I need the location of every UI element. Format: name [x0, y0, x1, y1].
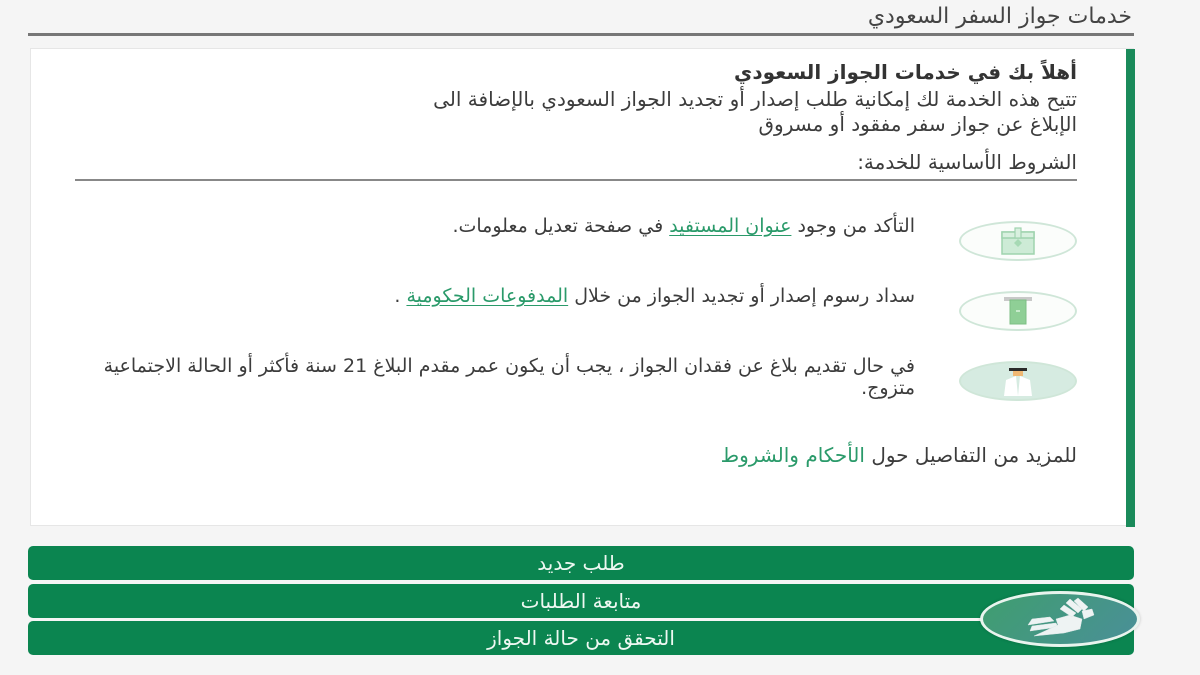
terms-info — [721, 443, 1077, 467]
track-requests-button[interactable]: متابعة الطلبات — [28, 584, 1134, 618]
sign-language-icon — [1020, 595, 1100, 643]
check-passport-status-button[interactable]: التحقق من حالة الجواز — [28, 621, 1134, 655]
condition-text-part: سداد رسوم إصدار أو تجديد الجواز من خلال — [574, 285, 915, 307]
condition-text-part: . — [394, 285, 401, 307]
condition-text: في حال تقديم بلاغ عن فقدان الجواز ، يجب أن يكون عمر مقدم البلاغ 21 سنة فأكثر أو الحالة الاجتماعية متزوج. — [103, 355, 915, 399]
conditions-divider — [75, 179, 1077, 181]
payment-money-icon — [959, 291, 1077, 331]
condition-text-part: التأكد من وجود — [797, 215, 915, 237]
conditions-heading: الشروط الأساسية للخدمة: — [857, 150, 1077, 174]
new-request-button[interactable]: طلب جديد — [28, 546, 1134, 580]
government-payments-link[interactable]: المدفوعات الحكومية — [406, 285, 569, 307]
condition-item-address — [75, 215, 1077, 261]
beneficiary-address-link[interactable]: عنوان المستفيد — [669, 215, 792, 237]
card-accent-bar — [1126, 49, 1135, 527]
intro-text: تتيح هذه الخدمة لك إمكانية طلب إصدار أو تجديد الجواز السعودي بالإضافة الى الإبلاغ عن جواز سفر مفقود أو مسروق — [433, 87, 1077, 136]
terms-and-conditions-link[interactable]: الأحكام والشروط — [720, 443, 865, 467]
condition-text — [75, 215, 915, 237]
condition-text — [75, 285, 915, 307]
sign-language-button[interactable] — [980, 591, 1140, 647]
condition-item-payment — [75, 285, 1077, 331]
condition-item-lost-report — [75, 355, 1077, 401]
title-divider — [28, 33, 1134, 36]
card-content — [76, 57, 1077, 181]
service-info-card — [30, 48, 1134, 526]
condition-text-part: في صفحة تعديل معلومات. — [452, 215, 664, 237]
person-icon — [959, 361, 1077, 401]
welcome-heading: أهلاً بك في خدمات الجواز السعودي — [734, 60, 1077, 84]
address-box-icon — [959, 221, 1077, 261]
terms-info-text: للمزيد من التفاصيل حول — [871, 443, 1077, 467]
page-title: خدمات جواز السفر السعودي — [867, 4, 1132, 29]
